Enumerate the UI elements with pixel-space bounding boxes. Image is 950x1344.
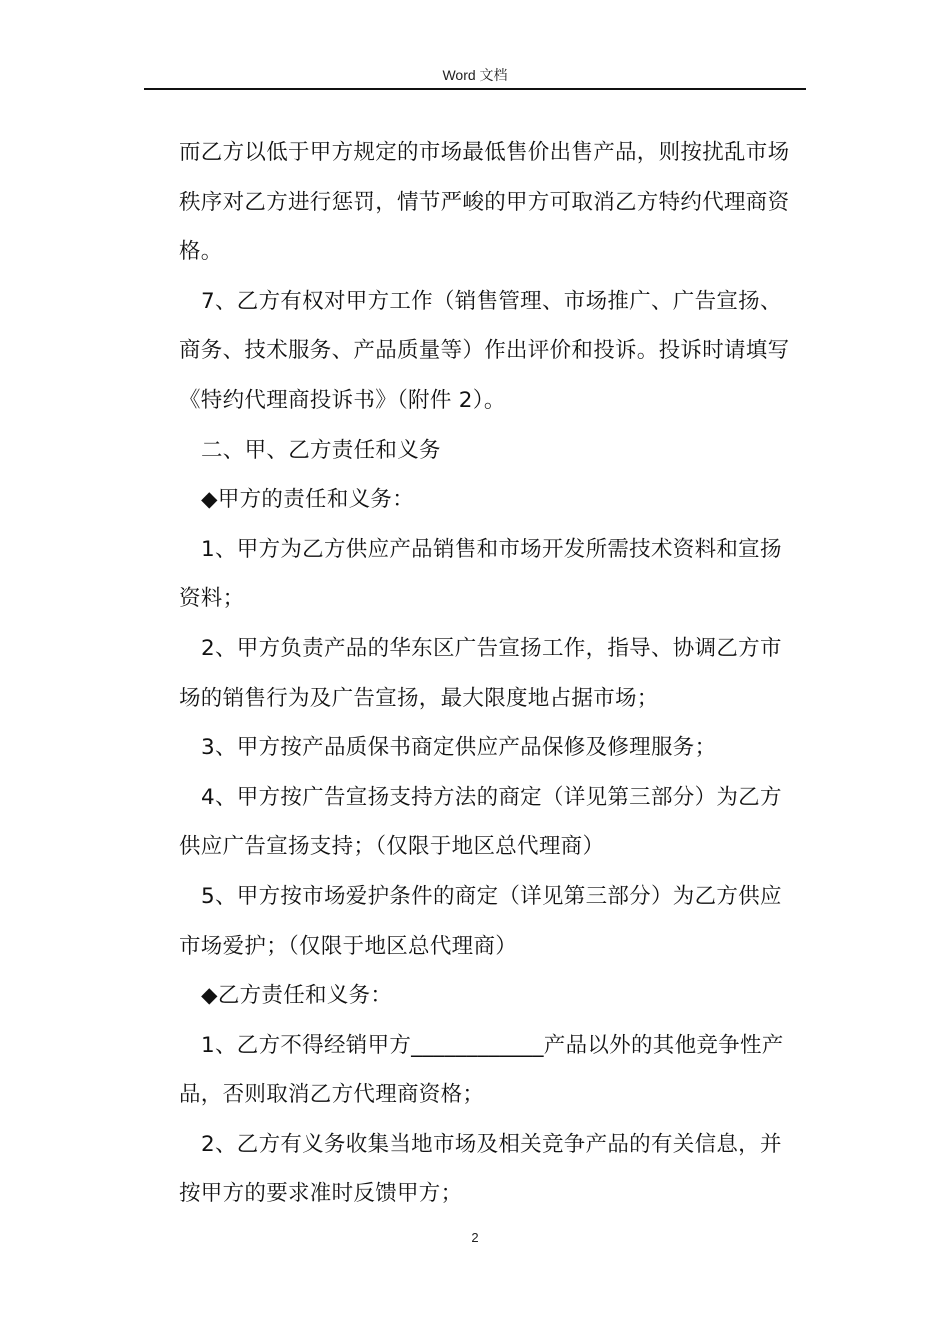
party-b-item-1: 1、乙方不得经销甲方____________产品以外的其他竞争性产品，否则取消乙方代理商资格； [179, 1032, 784, 1108]
section-heading-responsibilities: 二、甲、乙方责任和义务 [201, 437, 441, 463]
paragraph-penalty-clause: 而乙方以低于甲方规定的市场最低售价出售产品，则按扰乱市场秩序对乙方进行惩罚，情节严峻的甲方可取消乙方特约代理商资格。 [179, 140, 790, 265]
subheading-party-a-duties: ◆甲方的责任和义务： [201, 487, 415, 513]
party-a-item-1: 1、甲方为乙方供应产品销售和市场开发所需技术资料和宣扬资料； [179, 536, 782, 612]
page-header-title: Word 文档 [442, 67, 508, 83]
party-a-item-2: 2、甲方负责产品的华东区广告宣扬工作，指导、协调乙方市场的销售行为及广告宣扬，最大限度地占据市场； [179, 635, 782, 711]
document-body [179, 128, 801, 1219]
page-number: 2 [471, 1230, 479, 1245]
header-divider [144, 88, 806, 90]
subheading-party-b-duties: ◆乙方责任和义务： [201, 983, 393, 1009]
party-b-item-2: 2、乙方有义务收集当地市场及相关竞争产品的有关信息，并按甲方的要求准时反馈甲方； [179, 1131, 782, 1207]
paragraph-item-7-complaint: 7、乙方有权对甲方工作（销售管理、市场推广、广告宣扬、商务、技术服务、产品质量等）作出评价和投诉。投诉时请填写《特约代理商投诉书》（附件 2）。 [179, 288, 790, 413]
party-a-item-4: 4、甲方按广告宣扬支持方法的商定（详见第三部分）为乙方供应广告宣扬支持；（仅限于地区总代理商） [179, 784, 782, 860]
party-a-item-3: 3、甲方按产品质保书商定供应产品保修及修理服务； [201, 735, 717, 761]
party-a-item-5: 5、甲方按市场爱护条件的商定（详见第三部分）为乙方供应市场爱护；（仅限于地区总代理商） [179, 883, 782, 959]
